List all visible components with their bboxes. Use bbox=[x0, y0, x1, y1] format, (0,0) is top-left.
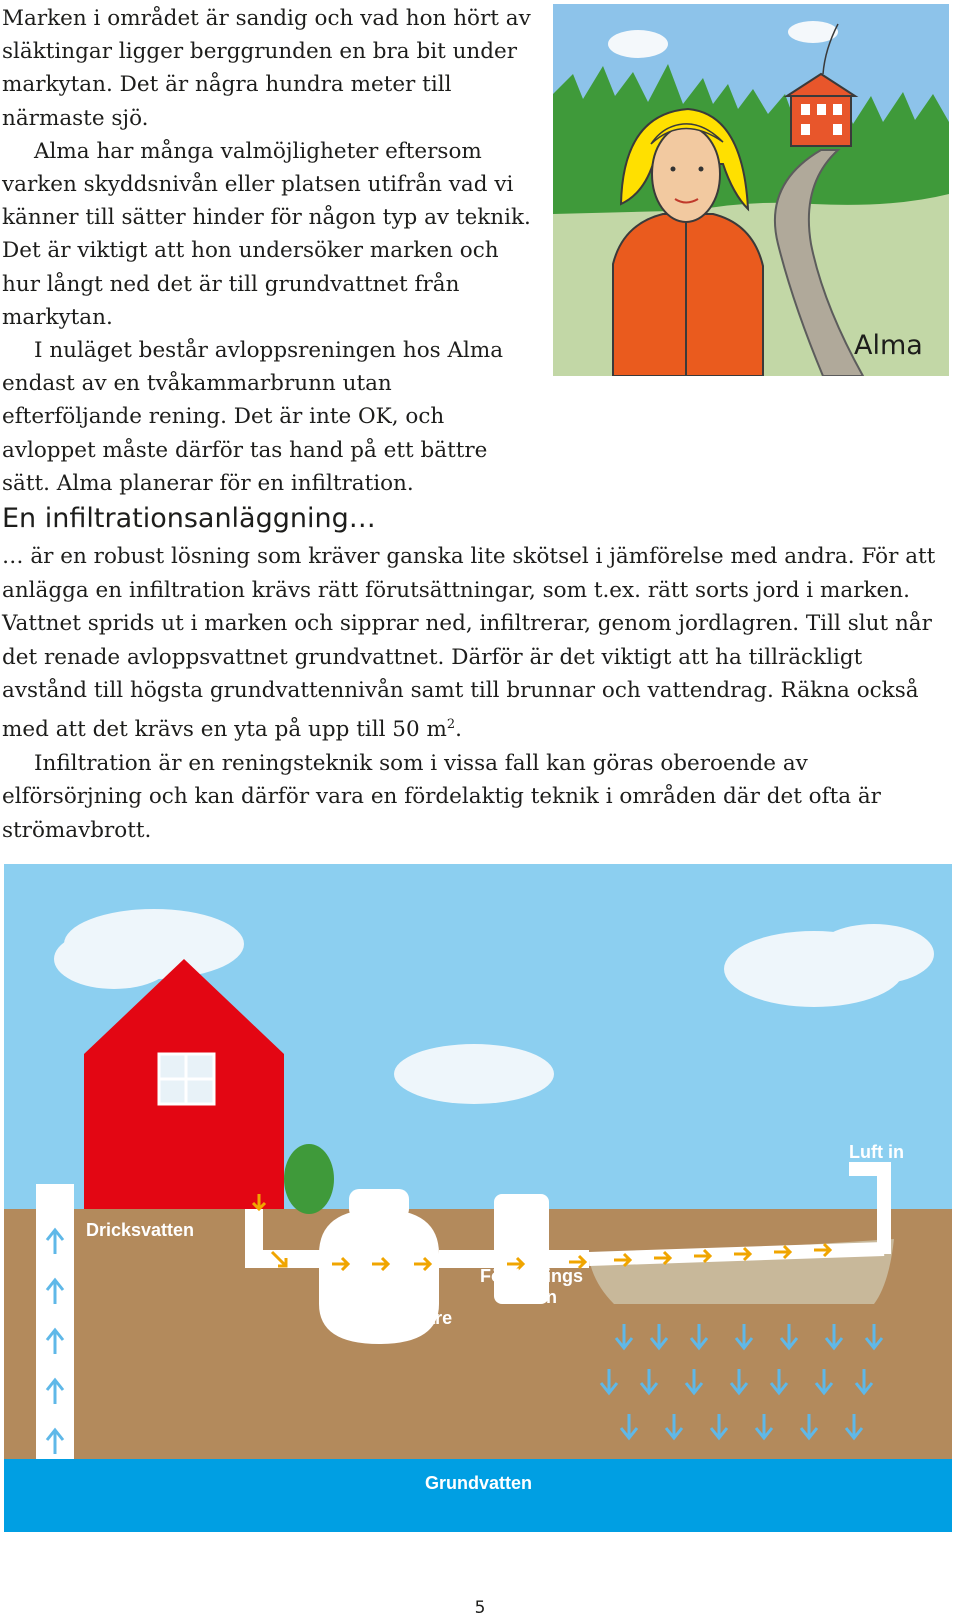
section-paragraph-2: Infiltration är en reningsteknik som i vissa fall kan göras oberoende av elförsörjning och kan därför vara en fördelaktig teknik i områden där det ofta är strömavbrott. bbox=[2, 750, 881, 843]
air-in-label: Luft in bbox=[849, 1142, 904, 1162]
alma-portrait-illustration bbox=[553, 4, 949, 376]
distribution-well-label-line1: Fördelnings bbox=[480, 1266, 583, 1286]
section-paragraph-1 bbox=[2, 540, 952, 747]
section-paragraph-1-end: . bbox=[455, 717, 463, 743]
septic-tank-label: Slamavskiljare bbox=[327, 1308, 453, 1328]
drinking-water-label: Dricksvatten bbox=[86, 1220, 195, 1240]
page-number: 5 bbox=[474, 1598, 486, 1618]
intro-paragraph-2: Alma har många valmöjligheter eftersom varken skyddsnivån eller platsen utifrån vad vi känner till sätter hinder för någon typ av teknik. Det är viktigt att hon undersöker marken och hur långt ned det är till grundvattnet från markytan. bbox=[2, 138, 531, 330]
section-body bbox=[2, 540, 952, 848]
bush bbox=[284, 1144, 334, 1214]
squared-superscript: 2 bbox=[446, 716, 456, 732]
intro-text bbox=[2, 2, 532, 500]
intro-paragraph-3: I nuläget består avloppsreningen hos Alma endast av en tvåkammarbrunn utan efterföljande rening. Det är inte OK, och avloppet måste därför tas hand på ett bättre sätt. Alma planerar för en infiltration. bbox=[2, 338, 504, 496]
groundwater bbox=[4, 1459, 952, 1532]
infiltration-diagram bbox=[4, 864, 952, 1532]
portrait-label: Alma bbox=[854, 330, 923, 361]
cloud bbox=[394, 1044, 554, 1104]
intro-paragraph-1: Marken i området är sandig och vad hon hört av släktingar ligger berggrunden en bra bit under markytan. Det är några hundra meter till närmaste sjö. bbox=[2, 6, 531, 131]
section-paragraph-1-text: … är en robust lösning som kräver ganska lite skötsel i jämförelse med andra. För att anlägga en infiltration krävs rätt förutsättningar, som t.ex. rätt sorts jord i marken. Vattnet sprids ut i marken och sipprar ned, infiltrerar, genom jordlagren. Till slut når det renade avloppsvattnet grundvattnet. Därför är det viktigt att ha tillräckligt avstånd till högsta grundvattennivån samt till brunnar och vattendrag. Räkna också med att det krävs en yta på upp till 50 m bbox=[2, 544, 936, 743]
drinking-water-well bbox=[36, 1184, 74, 1459]
section-heading: En infiltrationsanläggning… bbox=[2, 503, 376, 534]
distribution-well-label-line2: brunn bbox=[506, 1287, 557, 1307]
groundwater-label: Grundvatten bbox=[425, 1473, 533, 1493]
